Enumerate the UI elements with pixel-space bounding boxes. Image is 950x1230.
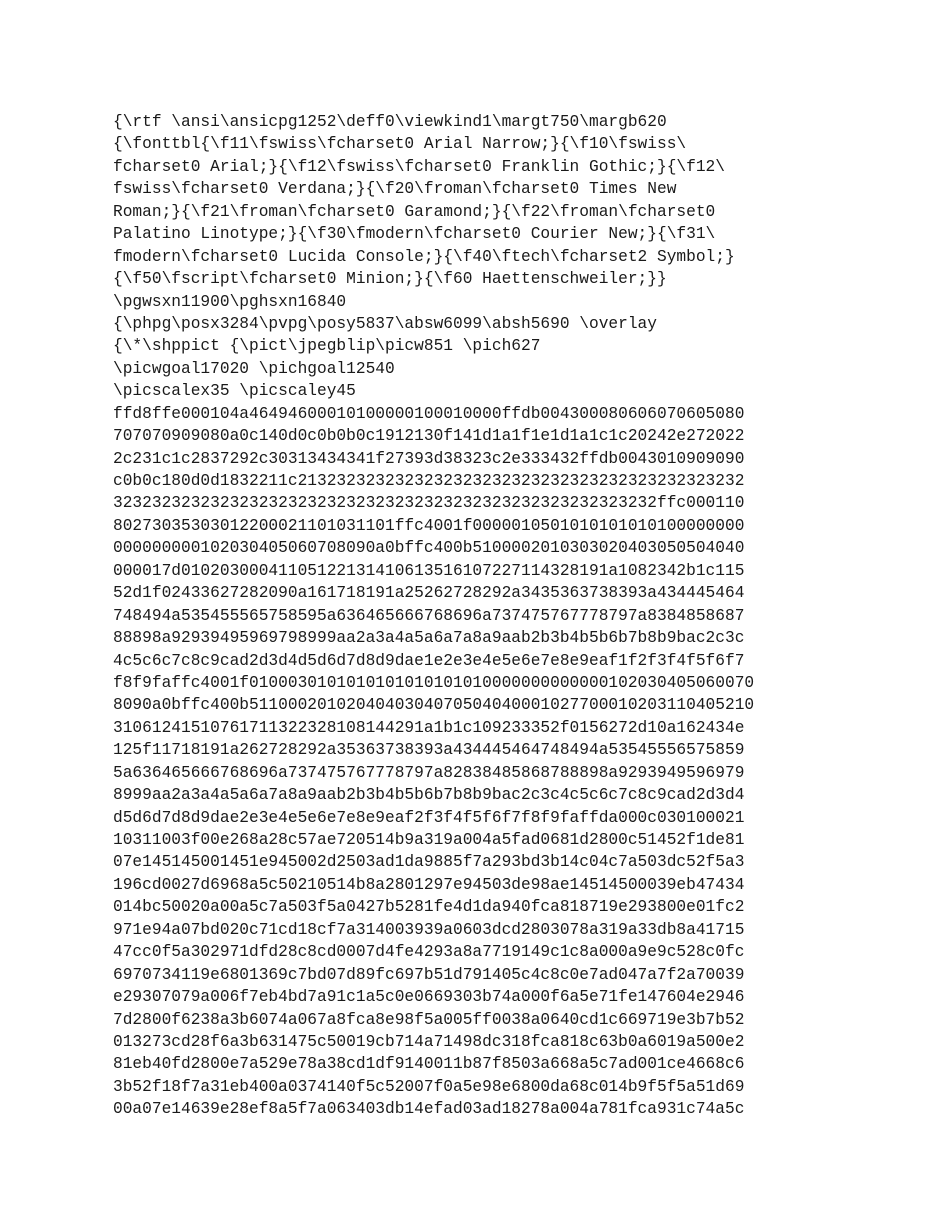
text-line: {\*\shppict {\pict\jpegblip\picw851 \pich627 — [113, 337, 541, 356]
text-line: 32323232323232323232323232323232323232323232323232323232ffc000110 — [113, 494, 745, 513]
text-line: 125f11718191a262728292a35363738393a434445464748494a53545556575859 — [113, 741, 745, 760]
text-line: f8f9faffc4001f0100030101010101010101010000000000000102030405060070 — [113, 673, 755, 692]
text-line: 2c231c1c2837292c30313434341f27393d38323c2e333432ffdb0043010909090 — [113, 449, 745, 468]
text-line: fcharset0 Arial;}{\f12\fswiss\fcharset0 Franklin Gothic;}{\f12\ — [113, 157, 725, 176]
text-line: 748494a535455565758595a636465666768696a737475767778797a8384858687 — [113, 606, 745, 625]
text-line: {\f50\fscript\fcharset0 Minion;}{\f60 Haettenschweiler;}} — [113, 270, 667, 289]
text-line: 196cd0027d6968a5c50210514b8a2801297e94503de98ae14514500039eb47434 — [113, 875, 745, 894]
text-line: 5a636465666768696a737475767778797a82838485868788898a9293949596979 — [113, 763, 745, 782]
text-line: 8999aa2a3a4a5a6a7a8a9aab2b3b4b5b6b7b8b9bac2c3c4c5c6c7c8c9cad2d3d4 — [113, 786, 745, 805]
text-line: 31061241510761711322328108144291a1b1c109233352f0156272d10a162434e — [113, 718, 745, 737]
text-line: 7d2800f6238a3b6074a067a8fca8e98f5a005ff0038a0640cd1c669719e3b7b52 — [113, 1010, 745, 1029]
text-line: Palatino Linotype;}{\f30\fmodern\fcharset0 Courier New;}{\f31\ — [113, 225, 716, 244]
text-line: 8090a0bffc400b5110002010204040304070504040001027700010203110405210 — [113, 696, 755, 715]
text-line: 000000000102030405060708090a0bffc400b5100002010303020403050504040 — [113, 539, 745, 558]
text-line: 3b52f18f7a31eb400a0374140f5c52007f0a5e98e6800da68c014b9f5f5a51d69 — [113, 1077, 745, 1096]
text-line: {\fonttbl{\f11\fswiss\fcharset0 Arial Narrow;}{\f10\fswiss\ — [113, 135, 687, 154]
text-line: Roman;}{\f21\froman\fcharset0 Garamond;}{\f22\froman\fcharset0 — [113, 202, 716, 221]
text-line: 81eb40fd2800e7a529e78a38cd1df9140011b87f8503a668a5c7ad001ce4668c6 — [113, 1055, 745, 1074]
text-line: \picwgoal17020 \pichgoal12540 — [113, 359, 395, 378]
text-line: {\rtf \ansi\ansicpg1252\deff0\viewkind1\margt750\margb620 — [113, 113, 667, 131]
text-line: \picscalex35 \picscaley45 — [113, 382, 356, 401]
text-line: 88898a92939495969798999aa2a3a4a5a6a7a8a9aab2b3b4b5b6b7b8b9bac2c3c — [113, 629, 745, 648]
text-line: fswiss\fcharset0 Verdana;}{\f20\froman\fcharset0 Times New — [113, 180, 677, 199]
text-line: ffd8ffe000104a46494600010100000100010000ffdb004300080606070605080 — [113, 404, 745, 423]
text-line: 07e145145001451e945002d2503ad1da9885f7a293bd3b14c04c7a503dc52f5a3 — [113, 853, 745, 872]
text-line: 014bc50020a00a5c7a503f5a0427b5281fe4d1da940fca818719e293800e01fc2 — [113, 898, 745, 917]
text-line: e29307079a006f7eb4bd7a91c1a5c0e0669303b74a000f6a5e71fe147604e2946 — [113, 988, 745, 1007]
text-line: 00a07e14639e28ef8a5f7a063403db14efad03ad18278a004a781fca931c74a5c — [113, 1100, 745, 1119]
text-line: 013273cd28f6a3b631475c50019cb714a71498dc318fca818c63b0a6019a500e2 — [113, 1032, 745, 1051]
text-line: d5d6d7d8d9dae2e3e4e5e6e7e8e9eaf2f3f4f5f6f7f8f9faffda000c030100021 — [113, 808, 745, 827]
text-line: {\phpg\posx3284\pvpg\posy5837\absw6099\absh5690 \overlay — [113, 314, 657, 333]
text-line: \pgwsxn11900\pghsxn16840 — [113, 292, 347, 311]
text-line: 6970734119e6801369c7bd07d89fc697b51d791405c4c8c0e7ad047a7f2a70039 — [113, 965, 745, 984]
text-line: 4c5c6c7c8c9cad2d3d4d5d6d7d8d9dae1e2e3e4e5e6e7e8e9eaf1f2f3f4f5f6f7 — [113, 651, 745, 670]
text-line: c0b0c180d0d1832211c2132323232323232323232323232323232323232323232 — [113, 472, 745, 490]
text-line: 707070909080a0c140d0c0b0b0c1912130f141d1a1f1e1d1a1c1c20242e272022 — [113, 427, 745, 446]
text-line: fmodern\fcharset0 Lucida Console;}{\f40\ftech\fcharset2 Symbol;} — [113, 247, 735, 266]
text-line: 971e94a07bd020c71cd18cf7a314003939a0603dcd2803078a319a33db8a41715 — [113, 920, 745, 939]
rtf-source-text — [113, 111, 873, 1121]
text-line: 52d1f02433627282090a161718191a25262728292a3435363738393a434445464 — [113, 584, 745, 603]
text-line: 80273035303012200021101031101ffc4001f0000010501010101010100000000 — [113, 516, 745, 535]
text-line: 10311003f00e268a28c57ae720514b9a319a004a5fad0681d2800c51452f1de81 — [113, 831, 745, 849]
text-line: 000017d01020300041105122131410613516107227114328191a1082342b1c115 — [113, 561, 745, 580]
text-line: 47cc0f5a302971dfd28c8cd0007d4fe4293a8a7719149c1c8a000a9e9c528c0fc — [113, 943, 745, 962]
